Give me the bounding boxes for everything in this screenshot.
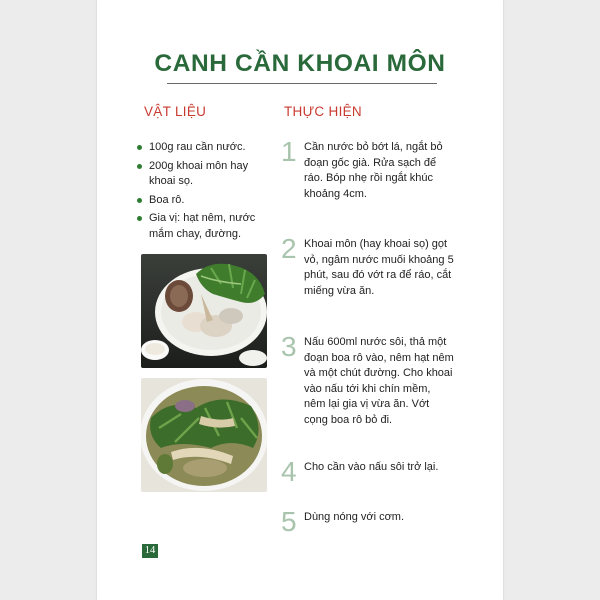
ingredients-photo — [141, 254, 267, 368]
soup-photo — [141, 378, 267, 492]
step-number: 1 — [281, 136, 297, 167]
bullet-icon — [137, 164, 142, 169]
ingredient-item — [135, 159, 265, 190]
ingredient-text: 100g rau cần nước. — [149, 141, 246, 153]
ingredient-item — [135, 211, 265, 242]
step-number: 5 — [281, 506, 297, 537]
step-number: 2 — [281, 233, 297, 264]
recipe-page — [97, 0, 503, 600]
steps-heading: THỰC HIỆN — [284, 104, 362, 119]
ingredient-item — [135, 193, 265, 209]
ingredients-list — [135, 140, 265, 245]
ingredient-item — [135, 140, 265, 156]
step-text: Cho cần vào nấu sôi trở lại. — [304, 461, 439, 473]
page-number: 14 — [142, 544, 158, 558]
bullet-icon — [137, 216, 142, 221]
step-text: Cần nước bỏ bớt lá, ngắt bỏ đoạn gốc già. Rửa sạch để ráo. Bóp nhẹ rồi ngắt khúc khoảng 4cm. — [304, 141, 443, 200]
bullet-icon — [137, 145, 142, 150]
ingredient-text: Boa rô. — [149, 193, 185, 206]
step-number: 4 — [281, 456, 297, 487]
title-underline — [167, 83, 437, 84]
page-title: CANH CẦN KHOAI MÔN — [154, 50, 446, 77]
ingredients-heading: VẬT LIỆU — [144, 104, 207, 119]
ingredient-text: 200g khoai môn hay khoai sọ. — [149, 159, 249, 187]
step-text: Khoai môn (hay khoai sọ) gọt vỏ, ngâm nước muối khoảng 5 phút, sau đó vớt ra để ráo, cắt miếng vừa ăn. — [304, 238, 454, 297]
step-text: Nấu 600ml nước sôi, thả một đoạn boa rô vào, nêm hạt nêm và một chút đường. Cho khoai vào nấu tới khi chín mềm, nêm lại gia vị vừa ăn. Vớt cọng boa rô bỏ đi. — [304, 336, 454, 426]
step-text: Dùng nóng với cơm. — [304, 511, 405, 523]
ingredient-text: Gia vị: hạt nêm, nước mắm chay, đường. — [149, 212, 256, 240]
step-number: 3 — [281, 331, 297, 362]
bullet-icon — [137, 198, 142, 203]
